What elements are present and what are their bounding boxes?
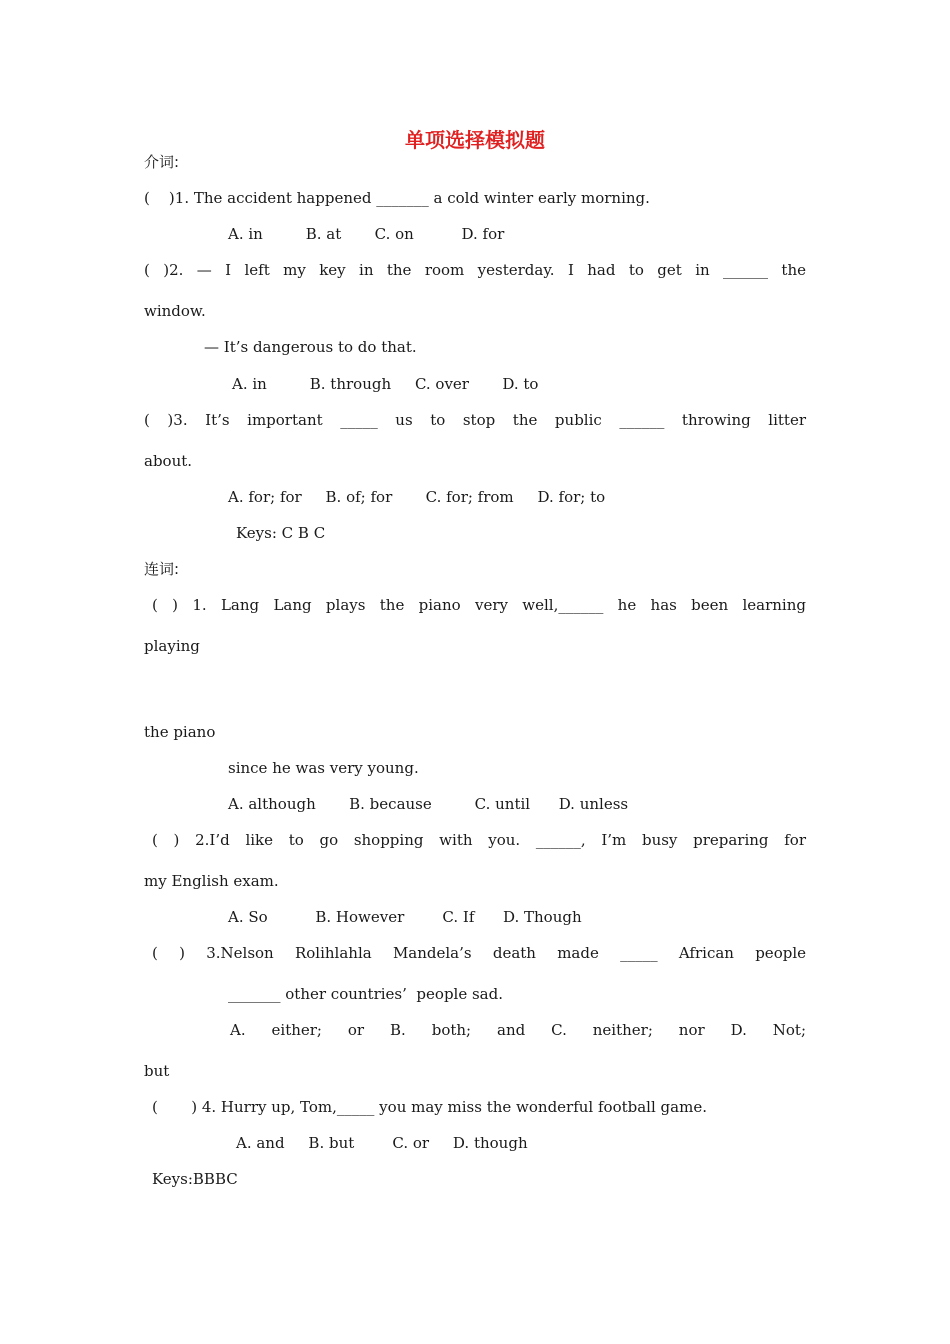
- question-stem: ( )2. — I left my key in the room yesterday. I had to get in ______ the: [144, 261, 806, 279]
- question-stem: ( ) 2.I’d like to go shopping with you. ______, I’m busy preparing for: [152, 831, 806, 849]
- question-continuation: the piano: [144, 723, 216, 741]
- question-stem: ( )3. It’s important _____ us to stop the public ______ throwing litter: [144, 411, 806, 429]
- question-stem: ( )1. The accident happened _______ a cold winter early morning.: [144, 189, 650, 207]
- answer-keys: Keys: C B C: [236, 524, 326, 542]
- answer-options: A. and B. but C. or D. though: [236, 1134, 528, 1152]
- question-continuation: my English exam.: [144, 872, 279, 890]
- question-continuation: but: [144, 1062, 170, 1080]
- answer-options: A. in B. at C. on D. for: [228, 225, 505, 243]
- dialogue-reply: — It’s dangerous to do that.: [204, 338, 417, 356]
- section-heading-conjunctions: 连词:: [144, 560, 180, 578]
- question-continuation: since he was very young.: [228, 759, 419, 777]
- answer-keys: Keys:BBBC: [152, 1170, 238, 1188]
- question-stem: ( ) 3.Nelson Rolihlahla Mandela’s death made _____ African people: [152, 944, 806, 962]
- question-continuation: window.: [144, 302, 206, 320]
- question-continuation: about.: [144, 452, 193, 470]
- answer-options: A. in B. through C. over D. to: [232, 375, 539, 393]
- question-stem: ( ) 1. Lang Lang plays the piano very well,______ he has been learning: [152, 596, 806, 614]
- question-stem: ( ) 4. Hurry up, Tom,_____ you may miss the wonderful football game.: [152, 1098, 707, 1116]
- answer-options: A. for; for B. of; for C. for; from D. for; to: [228, 488, 606, 506]
- section-heading-prepositions: 介词:: [144, 153, 180, 171]
- page-title: 单项选择模拟题: [405, 128, 545, 152]
- question-continuation: playing: [144, 637, 200, 655]
- answer-options: A. although B. because C. until D. unless: [228, 795, 629, 813]
- answer-options: A. either; or B. both; and C. neither; nor D. Not;: [230, 1021, 806, 1039]
- answer-options: A. So B. However C. If D. Though: [228, 908, 582, 926]
- question-continuation: _______ other countries’ people sad.: [228, 985, 503, 1003]
